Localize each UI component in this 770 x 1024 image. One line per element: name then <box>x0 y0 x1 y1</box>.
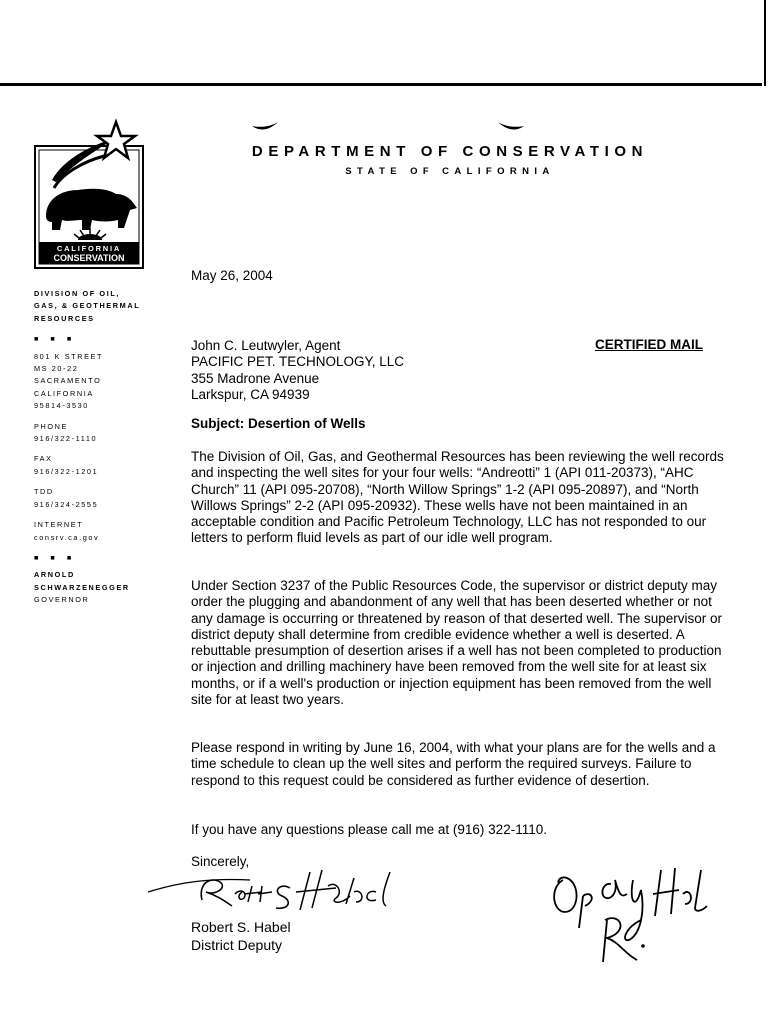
body-paragraph: The Division of Oil, Gas, and Geothermal Resources has been reviewing the well records and inspecting the well sites for your four wells: “Andreotti” 1 (API 011-20373), “AHC Church” 11 (API 095-20708), “North Willow Springs” 1-2 (API 095-20897), and “North Willows Springs” 2-2 (API 095-20932). These wells have not been maintained in an acceptable condition and Pacific Petroleum Technology, LLC has not responded to our letters to perform fluid levels as part of our idle well program. <box>191 449 724 546</box>
header-swoosh-left <box>250 120 280 134</box>
fax-number: 916/322-1201 <box>34 466 99 476</box>
closing: Sincerely, <box>191 854 250 869</box>
department-title: DEPARTMENT OF CONSERVATION <box>251 143 649 160</box>
header-swoosh-right <box>496 120 526 134</box>
address-line: CALIFORNIA <box>34 388 94 398</box>
handwritten-signature <box>140 862 420 922</box>
division-line: GAS, & GEOTHERMAL <box>34 301 141 311</box>
body-paragraph: Please respond in writing by June 16, 2004, with what your plans are for the wells and a time schedule to clean up the well sites and perform the required surveys. Failure to respond to this request could be considered as further evidence of desertion. <box>191 740 716 788</box>
signature-block <box>191 918 291 954</box>
letterhead-sidebar <box>34 288 169 615</box>
tdd-number: 916/324-2555 <box>34 499 99 509</box>
phone-label: PHONE <box>34 421 68 431</box>
governor-name: SCHWARZENEGGER <box>34 582 130 592</box>
recipient-line: PACIFIC PET. TECHNOLOGY, LLC <box>191 354 405 370</box>
letter-subject: Subject: Desertion of Wells <box>191 416 366 431</box>
internet-label: INTERNET <box>34 520 84 530</box>
signer-title: District Deputy <box>191 937 283 953</box>
letter-date: May 26, 2004 <box>191 268 273 283</box>
top-rule <box>0 83 762 86</box>
body-paragraph: Under Section 3237 of the Public Resources Code, the supervisor or district deputy may order the plugging and abandonment of any well that has been deserted whether or not any damage is occurring or threatened by reason of that deserted well. The supervisor or district deputy shall determine from credible evidence whether a well is deserted. A rebuttable presumption of desertion arises if a well has not been completed to production or injection and drilling machinery have been removed from the well site for at least six months, or if a well's production or injection equipment has been removed from the well site for at least two years. <box>191 578 723 708</box>
division-line: RESOURCES <box>34 313 95 323</box>
recipient-line: John C. Leutwyler, Agent <box>191 338 341 353</box>
address-line: 95814-3530 <box>34 401 89 411</box>
state-subtitle: STATE OF CALIFORNIA <box>345 166 555 177</box>
address-line: MS 20-22 <box>34 364 79 374</box>
separator-dots: ■ ■ ■ <box>34 552 77 562</box>
recipient-address <box>191 338 404 403</box>
phone-number: 916/322-1110 <box>34 434 98 444</box>
address-line: SACRAMENTO <box>34 376 102 386</box>
division-line: DIVISION OF OIL, <box>34 289 121 298</box>
recipient-line: Larkspur, CA 94939 <box>191 386 310 402</box>
separator-dots: ■ ■ ■ <box>34 334 77 344</box>
address-line: 801 K STREET <box>34 351 104 361</box>
logo-text-line1: CALIFORNIA <box>56 244 122 253</box>
signer-name: Robert S. Habel <box>191 919 291 935</box>
approval-handwriting <box>545 850 715 970</box>
governor-name: ARNOLD <box>34 570 75 580</box>
fax-label: FAX <box>34 454 53 464</box>
internet-address: consrv.ca.gov <box>34 532 100 542</box>
california-conservation-logo <box>34 118 146 270</box>
tdd-label: TDD <box>34 487 54 497</box>
governor-title: GOVERNOR <box>34 595 90 605</box>
certified-mail-label: CERTIFIED MAIL <box>595 337 703 352</box>
logo-text-line2: CONSERVATION <box>53 253 125 263</box>
body-paragraph: If you have any questions please call me at (916) 322-1110. <box>191 822 547 837</box>
recipient-line: 355 Madrone Avenue <box>191 370 320 386</box>
edge-rule <box>764 0 766 86</box>
